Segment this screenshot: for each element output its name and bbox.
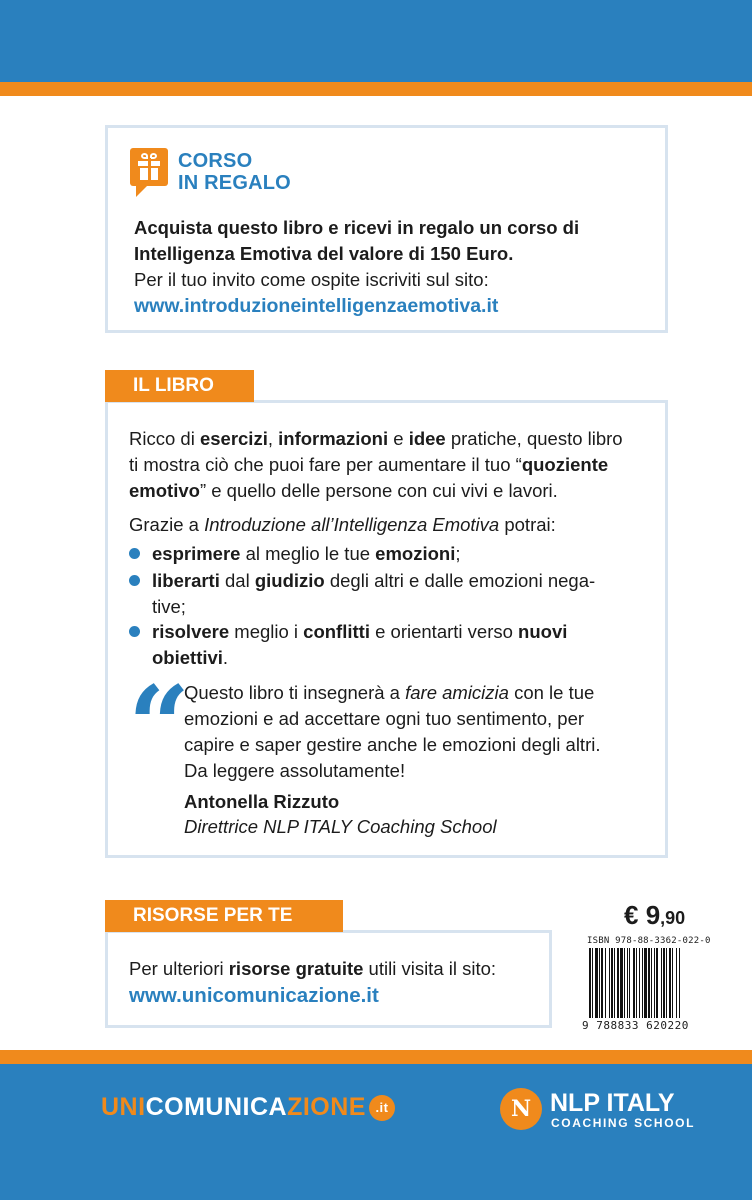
bullet-dot-icon xyxy=(129,548,140,559)
barcode-bar xyxy=(624,948,625,1018)
barcode-bar xyxy=(617,948,619,1018)
bullet-dot-icon xyxy=(129,575,140,586)
top-orange-stripe xyxy=(0,82,752,96)
bullet-dot-icon xyxy=(129,626,140,637)
bottom-blue-band xyxy=(0,1064,752,1200)
barcode-bar xyxy=(595,948,598,1018)
barcode-bar xyxy=(620,948,623,1018)
resources-url-link[interactable]: www.unicomunicazione.it xyxy=(129,984,379,1007)
barcode-bar xyxy=(589,948,591,1018)
isbn-label: ISBN 978-88-3362-022-0 xyxy=(587,936,711,946)
barcode-digits: 9 788833 620220 xyxy=(582,1019,689,1032)
barcode-bar xyxy=(611,948,613,1018)
barcode-bar xyxy=(666,948,667,1018)
bullet-item-3: risolvere meglio i conflitti e orientarti verso nuovi obiettivi. xyxy=(152,621,568,668)
barcode-bar xyxy=(679,948,680,1018)
barcode-bar xyxy=(676,948,677,1018)
gift-line1: Acquista questo libro e ricevi in regalo un corso di xyxy=(134,217,580,238)
barcode-bar xyxy=(644,948,647,1018)
book-section-tab: IL LIBRO xyxy=(105,370,254,402)
nlp-italy-name: NLP ITALY xyxy=(550,1089,675,1117)
barcode-bar xyxy=(601,948,603,1018)
gift-title xyxy=(178,150,291,194)
barcode-bar xyxy=(648,948,650,1018)
bullet-item-1: esprimere al meglio le tue emozioni; xyxy=(152,543,461,564)
barcode-bar xyxy=(656,948,658,1018)
gift-text xyxy=(134,215,579,319)
barcode-bar xyxy=(636,948,637,1018)
barcode-bar xyxy=(592,948,593,1018)
barcode-bar xyxy=(614,948,615,1018)
intro-paragraph: Ricco di esercizi, informazioni e idee pratiche, questo libro ti mostra ciò che puoi fare per aumentare il tuo “quoziente emotivo” e quello delle persone con cui vivi e lavori. xyxy=(129,428,623,501)
quote-author: Antonella Rizzuto xyxy=(184,791,340,812)
barcode-icon xyxy=(587,948,700,1018)
resources-text: Per ulteriori risorse gratuite utili visita il sito: xyxy=(129,958,497,979)
barcode-bar xyxy=(654,948,655,1018)
price: € 9,90 xyxy=(624,900,686,930)
barcode-bar xyxy=(627,948,628,1018)
barcode-bar xyxy=(605,948,606,1018)
bullet-item-2: liberarti dal giudizio degli altri e dalle emozioni nega- tive; xyxy=(152,570,596,617)
barcode-bar xyxy=(661,948,662,1018)
resources-tab: RISORSE PER TE xyxy=(105,900,343,932)
gift-title-line2: IN REGALO xyxy=(178,172,291,194)
gift-icon xyxy=(130,148,168,186)
gift-line2: Intelligenza Emotiva del valore di 150 Euro. xyxy=(134,243,514,264)
barcode-bar xyxy=(633,948,635,1018)
quote-mark-icon: “ xyxy=(128,663,191,789)
gift-title-line1: CORSO xyxy=(178,150,253,172)
barcode-bar xyxy=(651,948,652,1018)
bottom-orange-stripe xyxy=(0,1050,752,1064)
barcode-bar xyxy=(642,948,643,1018)
gift-course-box xyxy=(105,125,668,333)
nlp-emblem-icon: N xyxy=(500,1088,542,1130)
testimonial-quote: Questo libro ti insegnerà a fare amicizia con le tue emozioni e ad accettare ogni tuo sentimento, per capire e saper gestire anche le emozioni degli altri. Da leggere assolutamente! xyxy=(184,682,601,781)
barcode-bar xyxy=(663,948,665,1018)
barcode-bar xyxy=(669,948,671,1018)
barcode-bar xyxy=(639,948,640,1018)
nlp-coaching-school: COACHING SCHOOL xyxy=(551,1116,695,1130)
unicomunicazione-logo: UNICOMUNICAZIONE .it xyxy=(101,1090,395,1124)
barcode-bar xyxy=(599,948,600,1018)
quote-author-role: Direttrice NLP ITALY Coaching School xyxy=(184,816,497,837)
grazie-paragraph: Grazie a Introduzione all’Intelligenza Emotiva potrai: xyxy=(129,514,556,535)
top-blue-band xyxy=(0,0,752,82)
barcode-bar xyxy=(672,948,673,1018)
barcode-bar xyxy=(629,948,630,1018)
gift-url-link[interactable]: www.introduzioneintelligenzaemotiva.it xyxy=(134,295,499,317)
barcode-bar xyxy=(609,948,610,1018)
gift-line3: Per il tuo invito come ospite iscriviti sul sito: xyxy=(134,269,489,290)
